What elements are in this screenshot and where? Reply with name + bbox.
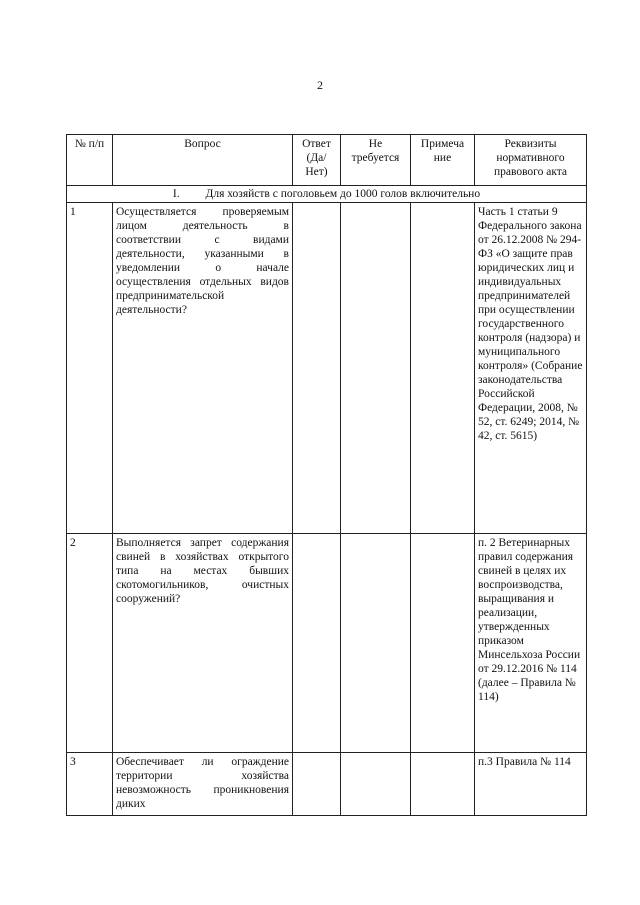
header-note: Примеча ние bbox=[411, 135, 475, 186]
row-num: 3 bbox=[67, 753, 113, 816]
header-question: Вопрос bbox=[113, 135, 293, 186]
row-num: 2 bbox=[67, 534, 113, 753]
row-requisites: п. 2 Ветеринарных правил содержания свиней в целях их воспроизводства, выращивания и реализации, утвержденных приказом Минсельхоза России от 29.12.2016 № 114 (далее – Правила № 114) bbox=[475, 534, 587, 753]
row-requisites: Часть 1 статьи 9 Федерального закона от 26.12.2008 № 294-ФЗ «О защите прав юридических лиц и индивидуальных предпринимателей при осуществлении государственного контроля (надзора) и муниципального контроля» (Собрание законодательства Российской Федерации, 2008, № 52, ст. 6249; 2014, № 42, ст. 5615) bbox=[475, 203, 587, 534]
row-not-required bbox=[341, 534, 411, 753]
section-title: I. Для хозяйств с поголовьем до 1000 голов включительно bbox=[67, 186, 587, 203]
row-note bbox=[411, 203, 475, 534]
row-note bbox=[411, 753, 475, 816]
table-row bbox=[67, 203, 587, 534]
header-not-required: Не требуется bbox=[341, 135, 411, 186]
header-num: № п/п bbox=[67, 135, 113, 186]
row-question: Осуществляется проверяемым лицом деятельность в соответствии с видами деятельности, указанными в уведомлении о начале осуществления отдельных видов предпринимательской деятельности? bbox=[113, 203, 293, 534]
page-number: 2 bbox=[317, 78, 323, 92]
row-answer bbox=[293, 203, 341, 534]
row-answer bbox=[293, 534, 341, 753]
row-not-required bbox=[341, 203, 411, 534]
table-header-row bbox=[67, 135, 587, 186]
table-row bbox=[67, 534, 587, 753]
row-requisites: п.3 Правила № 114 bbox=[475, 753, 587, 816]
header-requisites: Реквизиты нормативного правового акта bbox=[475, 135, 587, 186]
checklist-table bbox=[66, 134, 587, 816]
row-note bbox=[411, 534, 475, 753]
header-answer: Ответ (Да/Нет) bbox=[293, 135, 341, 186]
row-question: Выполняется запрет содержания свиней в хозяйствах открытого типа на местах бывших скотомогильников, очистных сооружений? bbox=[113, 534, 293, 753]
row-answer bbox=[293, 753, 341, 816]
table-row bbox=[67, 753, 587, 816]
row-not-required bbox=[341, 753, 411, 816]
row-question: Обеспечивает ли ограждение территории хозяйства невозможность проникновения диких bbox=[113, 753, 293, 816]
section-row bbox=[67, 186, 587, 203]
row-num: 1 bbox=[67, 203, 113, 534]
